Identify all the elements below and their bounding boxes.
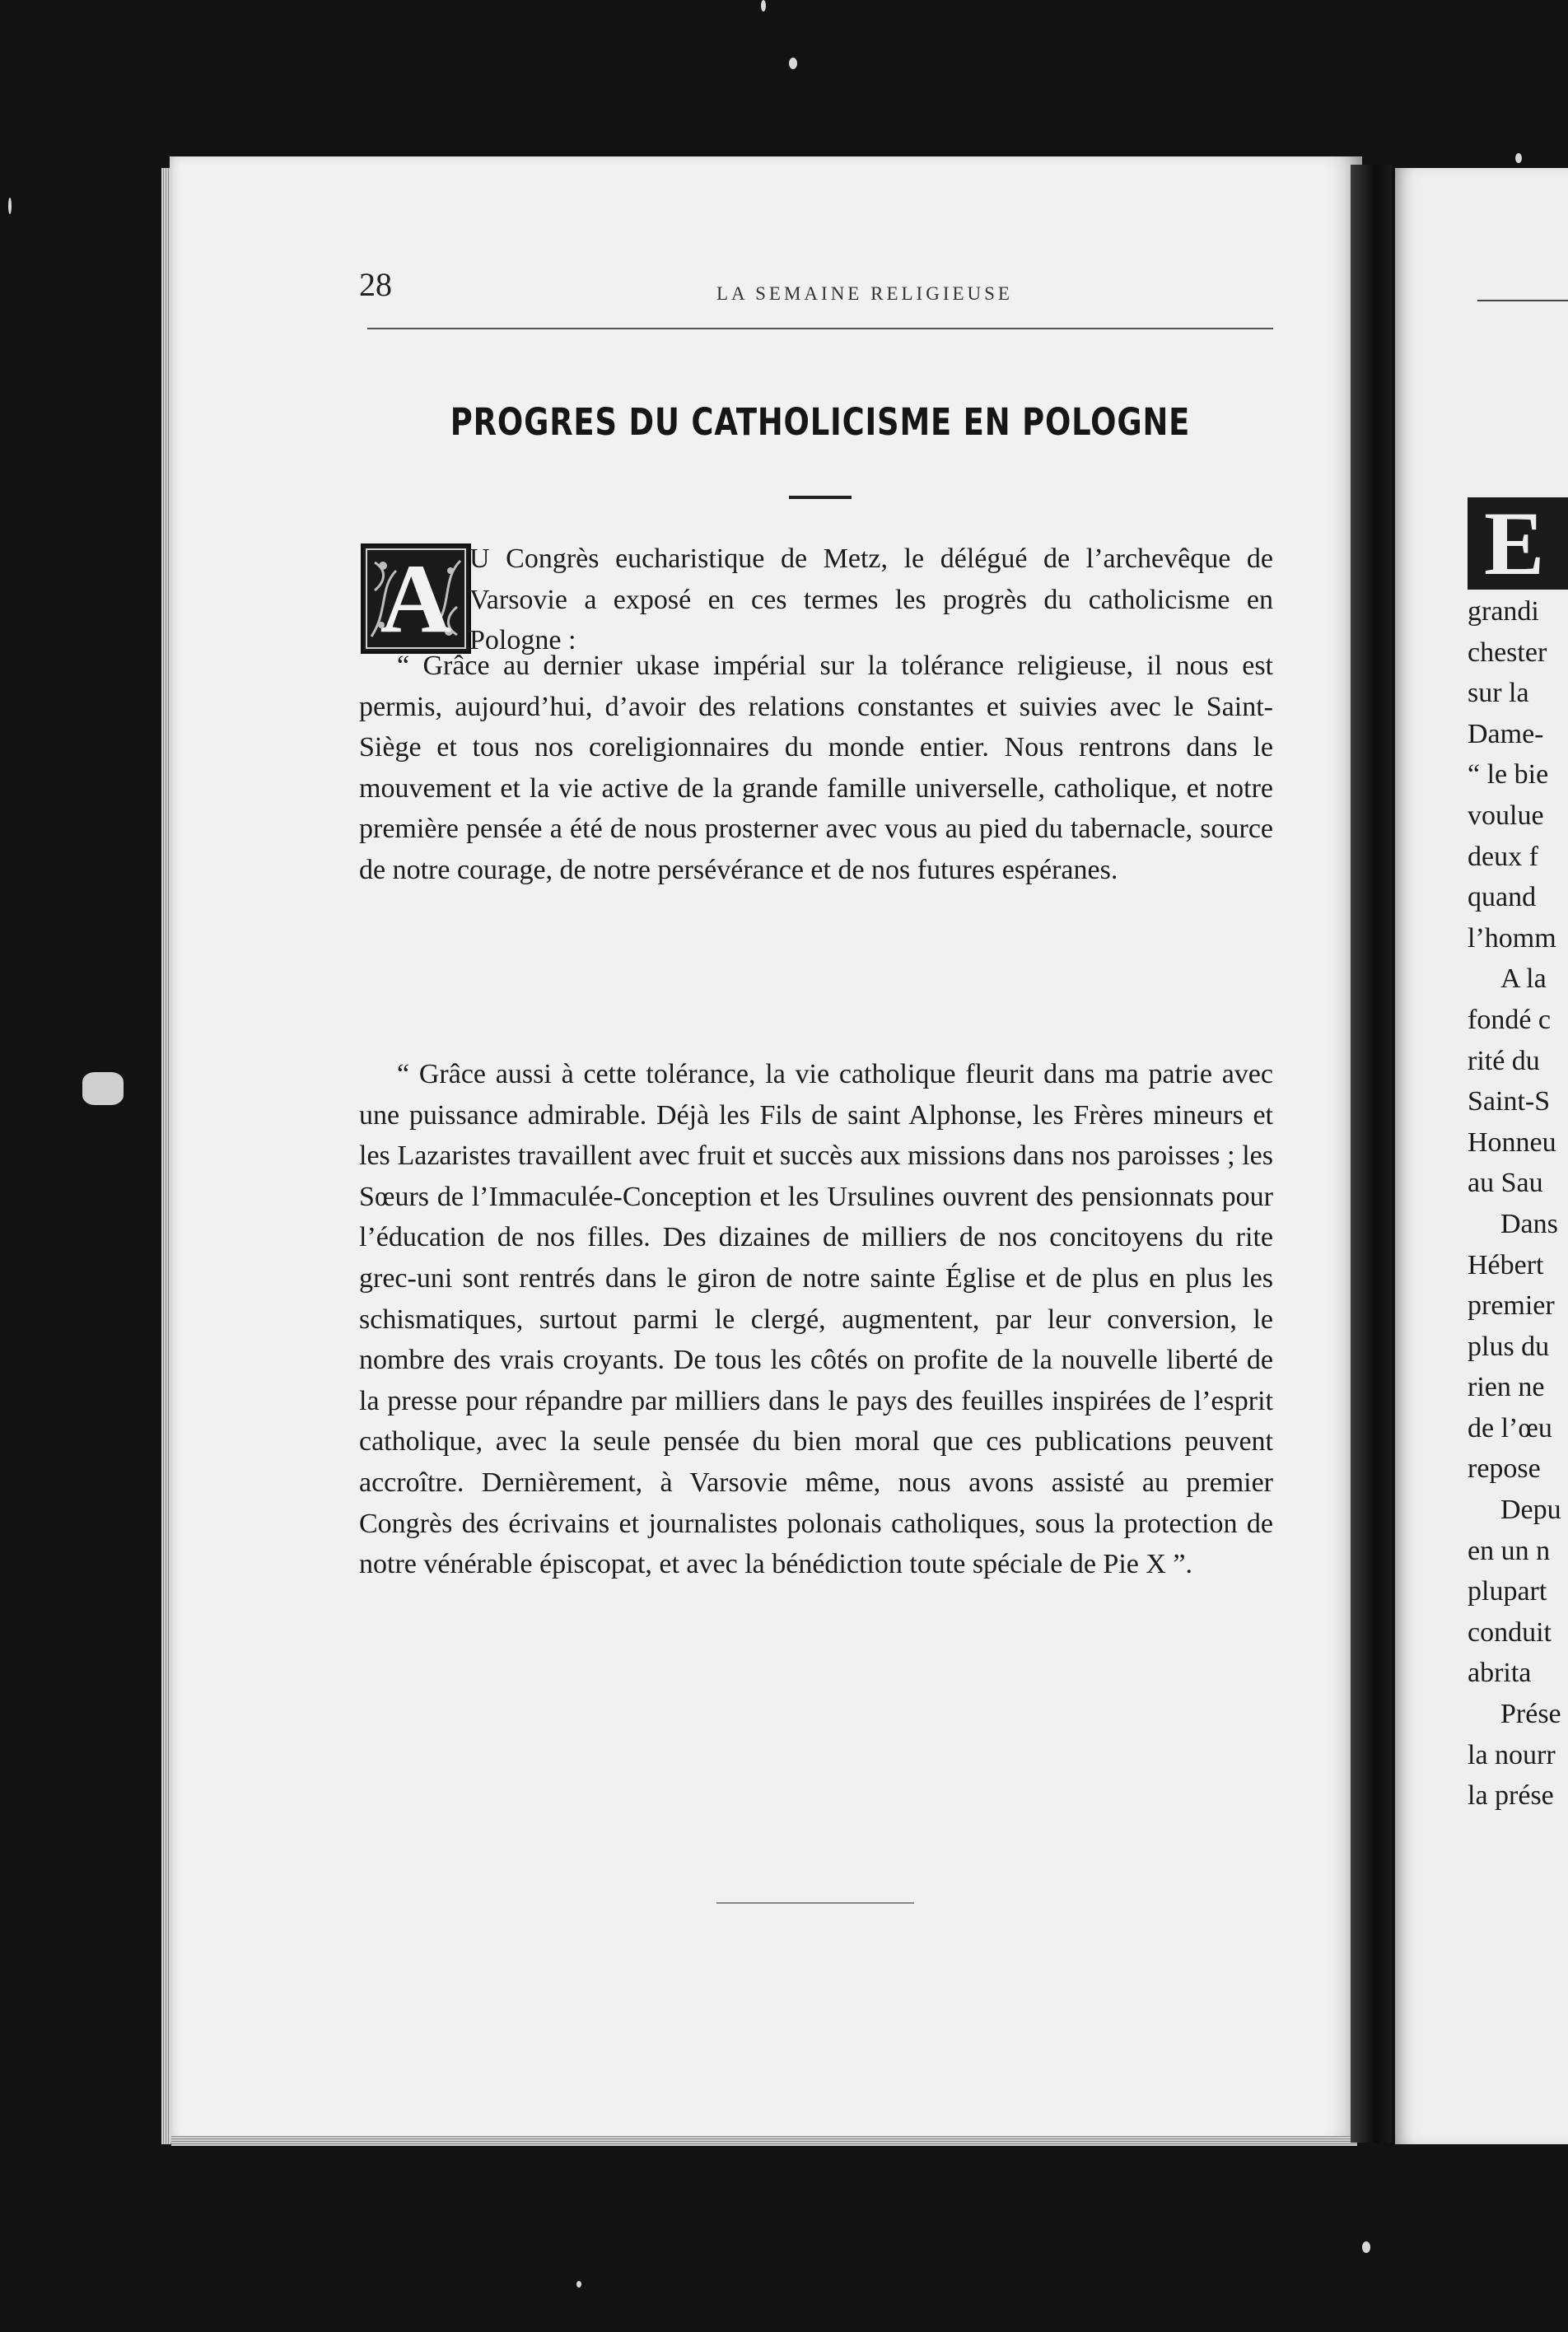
facing-page-line: A la: [1500, 963, 1547, 995]
facing-page-line: chester: [1468, 637, 1547, 668]
facing-dropcap-letter: E: [1484, 497, 1545, 590]
dropcap-letter: A: [380, 543, 452, 653]
page-edge-bottom: [171, 2136, 1357, 2146]
facing-page-line: sur la: [1468, 678, 1529, 709]
dust-speck: [576, 2281, 581, 2288]
facing-page-line: en un n: [1468, 1535, 1551, 1566]
facing-page-line: Dame-: [1468, 718, 1544, 749]
end-rule: [716, 1902, 914, 1904]
facing-page-line: la prése: [1468, 1780, 1554, 1812]
quote-paragraph-1: “ Grâce au dernier ukase impérial sur la tolérance religieuse, il nous est permis, aujourd’hui, d’avoir des relations constantes et suivies avec le Saint-Siège et tous nos coreligionnaires du monde entier. Nous rentrons dans le mouvement et la vie active de la grande famille universelle, catholique, et notre première pensée a été de nous prosterner avec vous au pied du tabernacle, source de notre courage, de notre persévérance et de nos futures espéranes.: [359, 651, 1273, 885]
facing-page-line: deux f: [1468, 841, 1538, 872]
article-title: PROGRES DU CATHOLICISME EN POLOGNE: [450, 400, 1191, 444]
facing-page-line: “ le bie: [1468, 759, 1549, 791]
facing-page-line: plupart: [1468, 1576, 1547, 1607]
facing-page-line: Honneu: [1468, 1126, 1556, 1158]
facing-page-line: la nourr: [1468, 1739, 1556, 1770]
facing-page-line: quand: [1468, 882, 1537, 913]
dust-speck: [8, 198, 12, 214]
quote-paragraph-2: “ Grâce aussi à cette tolérance, la vie catholique fleurit dans ma patrie avec une puissance admirable. Déjà les Fils de saint Alphonse, les Frères mineurs et les Lazaristes travaillent avec fruit et succès aux missions dans nos paroisses ; les Sœurs de l’Immaculée-Conception et les Ursulines ouvrent des pensionnats pour l’éducation de nos filles. Des dizaines de milliers de nos concitoyens du rite grec-uni sont rentrés dans le giron de notre sainte Église et de plus en plus les schismatiques, surtout parmi le clergé, augmentent, par leur conversion, le nombre des vrais croyants. De tous les côtés on profite de la nouvelle liberté de la presse pour répandre par milliers dans le pays des feuilles inspirées de l’esprit catholique, avec la seule pensée du bien moral que ces publications peuvent accroître. Dernièrement, à Varsovie même, nous avons assisté au premier Congrès des écrivains et journalistes polonais catholiques, sous la protection de notre vénérable épiscopat, et avec la bénédiction toute spéciale de Pie X ”.: [359, 1059, 1273, 1580]
facing-page-line: Saint-S: [1468, 1086, 1551, 1117]
intro-paragraph: U Congrès eucharistique de Metz, le délégué de l’archevêque de Varsovie a exposé en ces termes les progrès du catholicisme en Pologne :: [469, 543, 1273, 656]
facing-page-line: voulue: [1468, 800, 1544, 831]
facing-page-line: Dans: [1500, 1208, 1558, 1239]
facing-page-line: conduit: [1468, 1616, 1552, 1648]
book-gutter: [1351, 165, 1392, 2143]
dust-speck: [1515, 153, 1522, 163]
title-rule: [789, 496, 852, 499]
facing-page-line: plus du: [1468, 1331, 1550, 1362]
facing-page-line: repose: [1468, 1453, 1541, 1485]
facing-page-line: de l’œu: [1468, 1412, 1552, 1444]
facing-page-line: rité du: [1468, 1045, 1540, 1076]
page-number: 28: [359, 266, 392, 303]
facing-page-line: Hébert: [1468, 1249, 1544, 1280]
dust-speck: [761, 0, 766, 12]
facing-header-rule: [1477, 300, 1568, 301]
facing-page-line: l’homm: [1468, 922, 1556, 954]
facing-page-line: Prése: [1500, 1699, 1561, 1730]
facing-page-line: grandi: [1468, 596, 1539, 627]
facing-page-line: premier: [1468, 1290, 1555, 1322]
facing-page-line: Depu: [1500, 1495, 1561, 1526]
dust-speck: [1362, 2241, 1370, 2253]
running-head: LA SEMAINE RELIGIEUSE: [716, 283, 1013, 304]
dust-speck: [789, 58, 797, 69]
dropcap-box: [361, 543, 471, 654]
facing-page-line: fondé c: [1468, 1004, 1552, 1035]
dust-speck: [82, 1072, 124, 1105]
facing-page-line: abrita: [1468, 1658, 1532, 1689]
facing-page-lines: [1468, 591, 1568, 1817]
facing-page-line: au Sau: [1468, 1168, 1543, 1199]
facing-page-line: rien ne: [1468, 1372, 1545, 1403]
header-rule: [367, 328, 1273, 329]
facing-dropcap-box: [1468, 497, 1568, 590]
